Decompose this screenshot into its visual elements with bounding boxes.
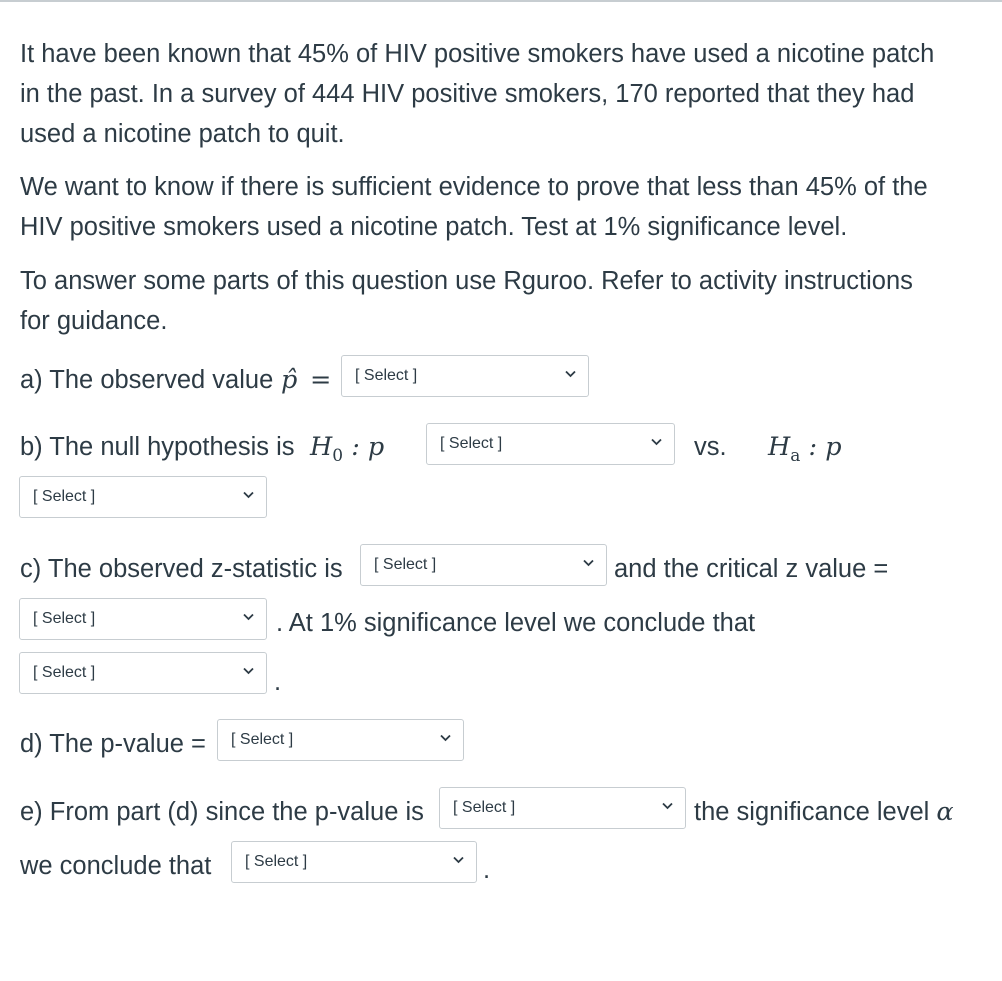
question-text-line: used a nicotine patch to quit. [20,120,345,148]
chevron-down-icon [651,438,660,447]
part-d-label: d) The p-value = [20,730,206,758]
select-placeholder: [ Select ] [33,610,96,627]
chevron-down-icon [583,559,592,568]
part-c-zstat-select[interactable] [360,544,607,586]
part-e-conclude-label: we conclude that [20,852,212,880]
part-d-pvalue-select[interactable] [217,719,464,761]
significance-level-text: the significance level α [694,797,954,827]
chevron-down-icon [243,491,252,500]
chevron-down-icon [243,613,252,622]
chevron-down-icon [453,856,462,865]
part-c-conclusion-select[interactable] [19,652,267,694]
select-placeholder: [ Select ] [374,556,437,573]
part-b-label: b) The null hypothesis is [20,433,295,461]
part-e-label: e) From part (d) since the p-value is [20,798,424,826]
part-c-critical-select[interactable] [19,598,267,640]
select-placeholder: [ Select ] [355,367,418,384]
select-placeholder: [ Select ] [440,435,503,452]
question-text-line: To answer some parts of this question use Rguroo. Refer to activity instructions [20,267,913,295]
part-c-label: c) The observed z-statistic is [20,555,343,583]
chevron-down-icon [440,734,449,743]
question-text-line: We want to know if there is sufficient evidence to prove that less than 45% of the [20,173,928,201]
part-e-conclusion-select[interactable] [231,841,477,883]
top-divider [0,0,1002,2]
select-placeholder: [ Select ] [231,731,294,748]
h0-symbol: $H_0$ : p [310,432,385,466]
select-placeholder: [ Select ] [453,799,516,816]
part-b-null-select[interactable] [426,423,675,465]
chevron-down-icon [243,667,252,676]
select-placeholder: [ Select ] [245,853,308,870]
alpha-symbol: α [936,797,954,827]
question-text-line: HIV positive smokers used a nicotine patch. Test at 1% significance level. [20,213,848,241]
chevron-down-icon [662,802,671,811]
ha-symbol: $H_a$ : p [768,432,842,466]
vs-label: vs. [694,433,727,461]
chevron-down-icon [565,370,574,379]
part-a-label: a) The observed value [20,366,274,394]
question-text-line: in the past. In a survey of 444 HIV positive smokers, 170 reported that they had [20,80,915,108]
question-text-line: It have been known that 45% of HIV positive smokers have used a nicotine patch [20,40,935,68]
select-placeholder: [ Select ] [33,664,96,681]
period: . [274,668,282,696]
select-placeholder: [ Select ] [33,488,96,505]
part-b-alt-select[interactable] [19,476,267,518]
period: . [483,856,491,884]
conclusion-text: . At 1% significance level we conclude that [276,609,756,637]
part-a-select[interactable] [341,355,589,397]
question-text-line: for guidance. [20,307,168,335]
equals-sign: = [310,365,332,395]
p-hat-symbol: p̂ [281,365,298,395]
critical-value-label: and the critical z value = [614,555,889,583]
part-e-compare-select[interactable] [439,787,686,829]
